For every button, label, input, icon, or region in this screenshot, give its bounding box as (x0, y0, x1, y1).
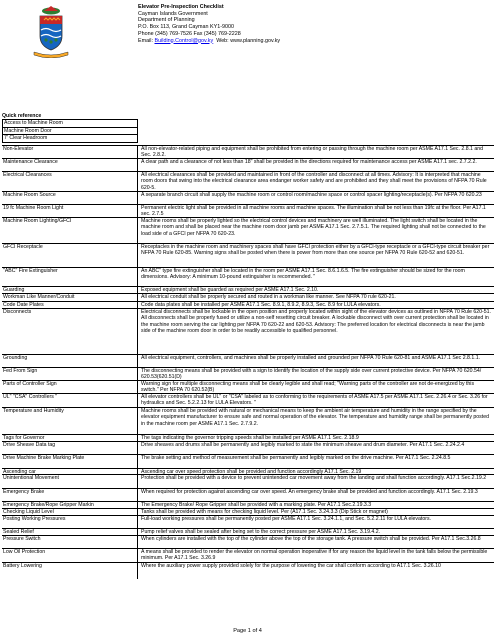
checklist-item-name: Drive Sheave Data tag (2, 442, 138, 455)
quick-reference-item: Machine Room Door (2, 127, 138, 134)
checklist-item-name: 19 fc Machine Room Light (2, 205, 138, 218)
checklist-row (2, 393, 494, 408)
checklist-item-name: Unintentional Movement (2, 475, 138, 489)
checklist-row (2, 535, 494, 549)
checklist-item-name: Drive Machine Brake Marking Plate (2, 455, 138, 469)
checklist-row (2, 548, 494, 563)
checklist-item-requirement: All non-elevator-related piping and equipment shall be prohibited from entering or passing through the machine room per ASME A17.1 Sec. 2.8.1 and Sec. 2.8.2. (141, 146, 484, 159)
checklist-item-name: Machine Room Lighting/GFCI (2, 218, 138, 244)
checklist-item-name: Tags for Governor (2, 435, 138, 442)
web-label: Web: (213, 37, 231, 44)
document-header (138, 4, 478, 44)
header-line: Phone (345) 769-7526 Fax (345) 769-2228 (138, 30, 241, 37)
checklist-item-name: Sealed Relief (2, 529, 138, 536)
checklist-row (2, 145, 494, 159)
checklist-item-name: Guarding (2, 287, 138, 294)
checklist-item-requirement: Permanent electric light shall be provided in all machine rooms and machine spaces. The illumination shall be not less than 19fc at the floor. Per A17.1 sec. 2.7.5 (141, 205, 486, 218)
checklist-item-requirement: Receptacles in the machine room and machinery spaces shall have GFCI protection either by a GFCI-type receptacle or a GFCI-type circuit breaker per NFPA 70 Rule 620-85. Warning signs shall be posted when there is power from more than one source per NFPA 70 Rule 620-52 and 620-51. (141, 244, 490, 257)
checklist-item-name: Ascending car (2, 469, 138, 475)
checklist-row (2, 562, 494, 579)
email-label: Email: (138, 37, 155, 44)
document-title: Elevator Pre-Inspection Checklist (138, 4, 224, 10)
contact-line (138, 38, 478, 45)
checklist-item-name: Temperature and Humidity (2, 408, 138, 435)
checklist-item-requirement: Exposed equipment shall be guarded as required per ASME A17.1 Sec. 2.10. (141, 287, 319, 293)
checklist-item-name: Pressure Switch (2, 536, 138, 549)
header-line: Department of Planning (138, 17, 195, 24)
checklist-item-name: Fed From Sign (2, 368, 138, 381)
checklist-item-requirement: When required for protection against ascending car over speed. An emergency brake shall be provided and function accordingly. A17.1 Sec. 2.19.3 (141, 489, 478, 495)
checklist-item-requirement: A clear path and a clearance of not less than 18" shall be provided in the directions required for maintenance access per ASME A17.1 sec. 2.7.2.2. (141, 159, 477, 165)
checklist-item-requirement: All electrical equipment, controllers, and machines shall be properly installed and grounded per NFPA 70 Rule 620-81 and ASME A17.1 Sec 2.8.1.1. (141, 355, 481, 361)
checklist-item-requirement: The disconnecting means shall be provided with a sign to identify the location of the supply side over current protective device. Per NFPA 70 620.54/ 620.53(620.51(D) (141, 368, 482, 381)
checklist-item-name: Emergency Brake/Rope Gripper Markin (2, 502, 138, 509)
checklist-item-requirement: A means shall be provided to render the elevator on normal operation inoperative if for any reason the liquid level in the tank falls below the permissible minimum. Per A17.1 Sec. 3.26.9 (141, 549, 488, 562)
checklist-item-name: "ABC" Fire Extinguisher (2, 268, 138, 287)
checklist-row (2, 380, 494, 394)
checklist-item-requirement: Code data plates shall be installed per ASME A17.1 Sec. 8.9.1, 8.9.2, 8.9.3, Sec. 8.9 for LULA elevators. (141, 302, 381, 308)
header-line: P.O. Box 113, Grand Cayman KY1-9000 (138, 24, 234, 31)
checklist-item-requirement: Ascending car over speed protection shall be provided and function accordingly A17.1 Sec. 2.19 (141, 469, 362, 475)
checklist-item-name: Grounding (2, 355, 138, 368)
checklist-item-name: Workman Like Manner/Conduit (2, 294, 138, 302)
checklist-row (2, 191, 494, 205)
checklist-item-requirement: Drive sheaves and drums shall be permanently and legibly marked to state the minimum sheave and drum diameter. Per A17.1 Sec. 2.24.2.4 (141, 442, 465, 448)
checklist-row (2, 367, 494, 381)
checklist-item-requirement: All electrical clearances shall be provided and maintained in front of the controller and disconnect at all times. Advisory: It is interpreted that machine room doors that swing into the electrical clearance area endanger worker safety and are prohibited and they shall meet the provisions of NFPA 70 Rule 620-5. (141, 172, 487, 191)
checklist-row (2, 354, 494, 368)
checklist-item-name: UL" "CSA" Controllers " (2, 394, 138, 408)
checklist-item-requirement: Pump relief valves shall be sealed after being set to the correct pressure per ASME A17.1 Sec. 3.19.4.2. (141, 529, 381, 535)
checklist-row (2, 515, 494, 529)
checklist-item-name: Checking Liquid Level (2, 509, 138, 516)
checklist-item-requirement: Warning sign for multiple disconnecting means shall be clearly legible and shall read; "Warning parts of the controller are not de-energized by this switch." Per NFPA 70 620.52(B) (141, 381, 475, 394)
checklist-item-name: Machine Room Source (2, 192, 138, 205)
checklist-item-name: Maintenance Clearance (2, 159, 138, 172)
checklist-item-name: Electrical Clearances (2, 172, 138, 192)
checklist-item-requirement: Full-load working pressures shall be permanently posted per ASME A17.1 Sec. 3.24.1.1, and Sec. 5.2.2.11 for LULA elevators. (141, 516, 431, 522)
checklist-item-name: GFCI Receptacle (2, 244, 138, 268)
checklist-row (2, 308, 494, 355)
web-address: www.planning.gov.ky (230, 37, 281, 44)
checklist-item-requirement: The tags indicating the governor tripping speeds shall be installed per ASME A17.1 Sec. 2.18.9 (141, 435, 359, 441)
checklist-item-name: Posting Working Pressures (2, 516, 138, 529)
checklist-item-name: Low Oil Protection (2, 549, 138, 563)
checklist-item-requirement: All elevator controllers shall be UL" or "CSA" labeled as to conforming to the requirements of ASME A17.5 per ASME A17.1 Sec. 2.26.4 or Sec. 3.26 for hydraulics and Sec. 5.2.2.13 for LULA Elevators. " (141, 394, 488, 407)
checklist-item-requirement: The Emergency Brake/ Rope Gripper shall be provided with a marking plate. Per A17.1 Sec.2.19.3.3 (141, 502, 372, 508)
checklist-item-requirement: Tanks shall be provided with means for checking liquid level. Per (A17.1 Sec. 3.24.3.3 (Dip Stick or magnet) (141, 509, 388, 515)
cayman-coat-of-arms-logo (30, 6, 72, 58)
checklist-row (2, 171, 494, 192)
checklist-row (2, 488, 494, 502)
checklist-item-requirement: When cylinders are installed with the top of the cylinder above the top of the storage tank. A pressure switch shall be provided. Per A17.1 Sec.3.26.8 (141, 536, 481, 542)
checklist-row (2, 243, 494, 268)
checklist-item-name: Battery Lowering (2, 563, 138, 579)
checklist-row (2, 407, 494, 435)
checklist-item-requirement: All electrical conduit shall be properly secured and routed in a workman like manner. See NFPA 70 rule 620-21. (141, 294, 396, 300)
checklist-item-name: Non-Elevator (2, 146, 138, 159)
quick-reference-item: Access to Machine Room (2, 119, 138, 126)
checklist-row (2, 204, 494, 218)
checklist-item-requirement: A separate branch circuit shall supply the machine room or control room/machine space or control spacer lighting/receptacle(s). Per NFPA 70 620.23 (141, 192, 482, 198)
header-line: Cayman Islands Government (138, 10, 208, 17)
quick-reference-item: 7' Clear Headroom (2, 134, 138, 142)
checklist-item-requirement: Machine rooms shall be properly lighted so the electrical control devices and machinery are well illuminated. The light switch shall be located in the machine room and shall be placed near the machine room door jamb per ASME A17.1 Sec. 2.7.5.1. The required lighting shall not be connected to the load side of a GFCI per NFPA 70 620-23. (141, 218, 486, 237)
checklist-item-name: Emergency Brake (2, 489, 138, 502)
page-number: Page 1 of 4 (233, 628, 262, 634)
checklist-row (2, 441, 494, 455)
checklist-item-requirement: An ABC" type fire extinguisher shall be located in the room per ASME A17.1 Sec. 8.6.1.6.5. The fire extinguisher should be sized for the room dimensions. Advisory: A minimum 10-pound extinguisher is recommended. " (141, 268, 465, 281)
quick-reference (2, 113, 138, 143)
checklist-item-requirement: The brake setting and method of measurement shall be permanently and legibly marked on the drive machine. Per A17.1 Sec. 2.24.8.5 (141, 455, 451, 461)
checklist-row (2, 217, 494, 244)
checklist-item-requirement: Protection shall be provided with a device to prevent unintended car movement away from the landing and shall function accordingly. A17.1 Sec.2.19.2 (141, 475, 487, 481)
checklist-item-requirement: Where the auxiliary power supply provided solely for the purpose of lowering the car shall conform according to A17.1 Sec. 3.26.10 (141, 563, 441, 569)
checklist-row (2, 158, 494, 172)
checklist-row (2, 474, 494, 489)
checklist-item-name: Code Date Plates (2, 302, 138, 309)
checklist-item-name: Parts of Controller Sign (2, 381, 138, 394)
quick-reference-label: Quick reference (2, 113, 42, 119)
checklist-item-requirement: Electrical disconnects shall be lockable in the open position and properly located within sight of the elevator devices as outlined in NFPA 70 Rule 620-51. All disconnects shall be properly fused or utilize a non-self resetting circuit breaker. A lockable disconnect with over current protection shall be located in the machine room serving the car lighting per NFPA 70 620-22 and 620-53. Advisory: The preferred location for electrical disconnects is near the jamb side of the machine room door in order to be readily accessible to qualified personnel. (141, 309, 491, 335)
checklist-row (2, 267, 494, 287)
checklist-item-name: Disconnects (2, 309, 138, 355)
email-link[interactable]: Building.Control@gov.ky (154, 37, 214, 44)
checklist-item-requirement: Machine rooms shall be provided with natural or mechanical means to keep the ambient air temperature and humidity in the range specified by the elevator equipment manufacturer to ensure safe and normal operation of the elevator. The temperature and humidity range shall be permanently posted in the machine room per ASME A17.1 Sec. 2.7.9.2. (141, 408, 489, 427)
checklist-row (2, 454, 494, 469)
